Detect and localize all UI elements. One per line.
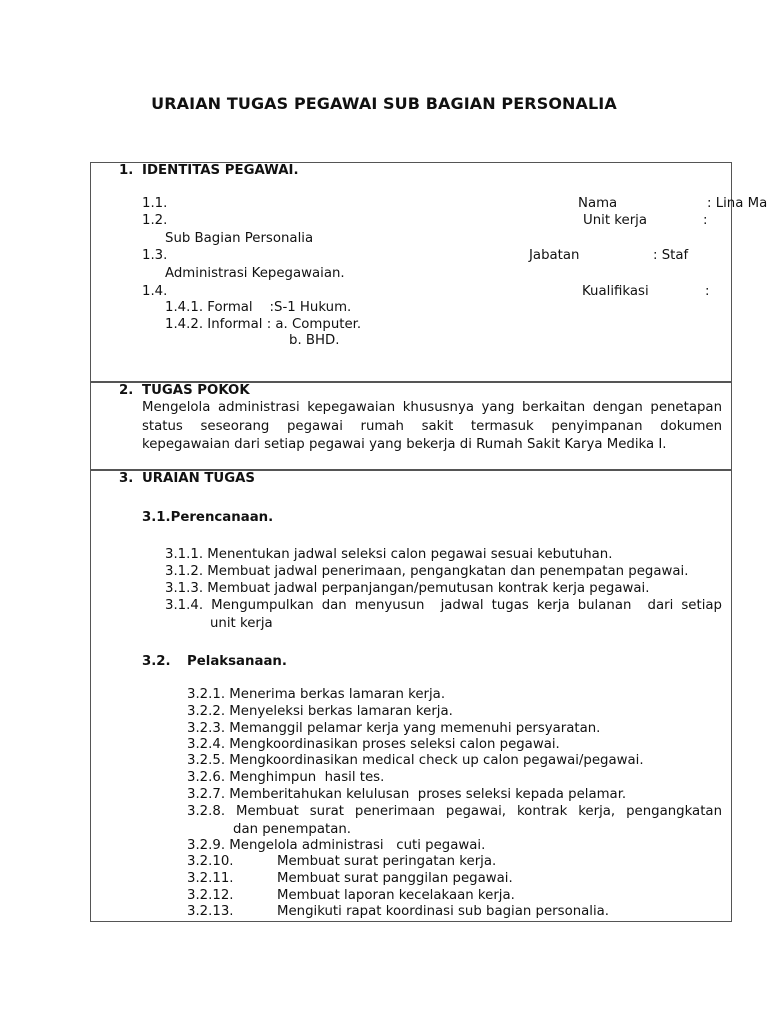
unit-kerja-label: Unit kerja <box>583 213 648 228</box>
colon: : <box>705 284 710 299</box>
informal-qualification-b: b. BHD. <box>289 333 340 348</box>
list-item-number: 3.2.13. <box>187 904 234 919</box>
list-item-number: 3.2.10. <box>187 854 234 869</box>
list-item: 3.2.1. Menerima berkas lamaran kerja. <box>187 687 446 702</box>
list-item: 3.1.1. Menentukan jadwal seleksi calon pegawai sesuai kebutuhan. <box>165 547 613 562</box>
tugas-pokok-line: kepegawaian dari setiap pegawai yang bekerja di Rumah Sakit Karya Medika I. <box>142 437 667 452</box>
pelaksanaan-number: 3.2. <box>142 654 171 669</box>
section3-number: 3. <box>119 471 134 486</box>
list-item: 3.2.6. Menghimpun hasil tes. <box>187 770 385 785</box>
list-item: 3.2.8. Membuat surat penerimaan pegawai, kontrak kerja, pengangkatan <box>187 804 722 819</box>
jabatan-value-start: : Staf <box>653 248 689 263</box>
list-item: Membuat laporan kecelakaan kerja. <box>277 888 515 903</box>
list-item: 3.1.4. Mengumpulkan dan menyusun jadwal tugas kerja bulanan dari setiap <box>165 598 722 613</box>
colon: : <box>703 213 708 228</box>
pelaksanaan-heading: Pelaksanaan. <box>187 654 287 669</box>
list-item: 3.1.2. Membuat jadwal penerimaan, pengangkatan dan penempatan pegawai. <box>165 564 689 579</box>
item-number: 1.4. <box>142 284 168 299</box>
list-item: Membuat surat panggilan pegawai. <box>277 871 513 886</box>
kualifikasi-label: Kualifikasi <box>582 284 649 299</box>
section2-heading: TUGAS POKOK <box>142 383 250 398</box>
list-item-number: 3.2.12. <box>187 888 234 903</box>
list-item: Membuat surat peringatan kerja. <box>277 854 497 869</box>
list-item: 3.2.3. Memanggil pelamar kerja yang memenuhi persyaratan. <box>187 721 601 736</box>
list-item: 3.1.3. Membuat jadwal perpanjangan/pemutusan kontrak kerja pegawai. <box>165 581 650 596</box>
list-item: 3.2.2. Menyeleksi berkas lamaran kerja. <box>187 704 453 719</box>
list-item-continuation: unit kerja <box>210 616 273 631</box>
perencanaan-heading: 3.1.Perencanaan. <box>142 510 274 525</box>
nama-label: Nama <box>578 196 618 211</box>
list-item-number: 3.2.11. <box>187 871 234 886</box>
tugas-pokok-line: Mengelola administrasi kepegawaian khususnya yang berkaitan dengan penetapan <box>142 400 722 415</box>
item-number: 1.1. <box>142 196 168 211</box>
list-item: 3.2.5. Mengkoordinasikan medical check up calon pegawai/pegawai. <box>187 753 644 768</box>
formal-qualification: 1.4.1. Formal :S-1 Hukum. <box>165 300 352 315</box>
list-item: Mengikuti rapat koordinasi sub bagian personalia. <box>277 904 610 919</box>
document-title: URAIAN TUGAS PEGAWAI SUB BAGIAN PERSONALIA <box>151 94 617 113</box>
section3-heading: URAIAN TUGAS <box>142 471 255 486</box>
nama-value: : Lina Ma <box>707 196 768 211</box>
list-item: 3.2.7. Memberitahukan kelulusan proses seleksi kepada pelamar. <box>187 787 627 802</box>
informal-qualification: 1.4.2. Informal : a. Computer. <box>165 317 362 332</box>
list-item: 3.2.9. Mengelola administrasi cuti pegawai. <box>187 838 486 853</box>
list-item: 3.2.4. Mengkoordinasikan proses seleksi calon pegawai. <box>187 737 560 752</box>
jabatan-value: Administrasi Kepegawaian. <box>165 266 345 281</box>
section2-number: 2. <box>119 383 134 398</box>
unit-kerja-value: Sub Bagian Personalia <box>165 231 314 246</box>
section1-heading: IDENTITAS PEGAWAI. <box>142 163 299 178</box>
item-number: 1.3. <box>142 248 168 263</box>
item-number: 1.2. <box>142 213 168 228</box>
tugas-pokok-line: status seseorang pegawai rumah sakit termasuk penyimpanan dokumen <box>142 419 722 434</box>
jabatan-label: Jabatan <box>529 248 580 263</box>
section1-number: 1. <box>119 163 134 178</box>
list-item-continuation: dan penempatan. <box>233 822 352 837</box>
